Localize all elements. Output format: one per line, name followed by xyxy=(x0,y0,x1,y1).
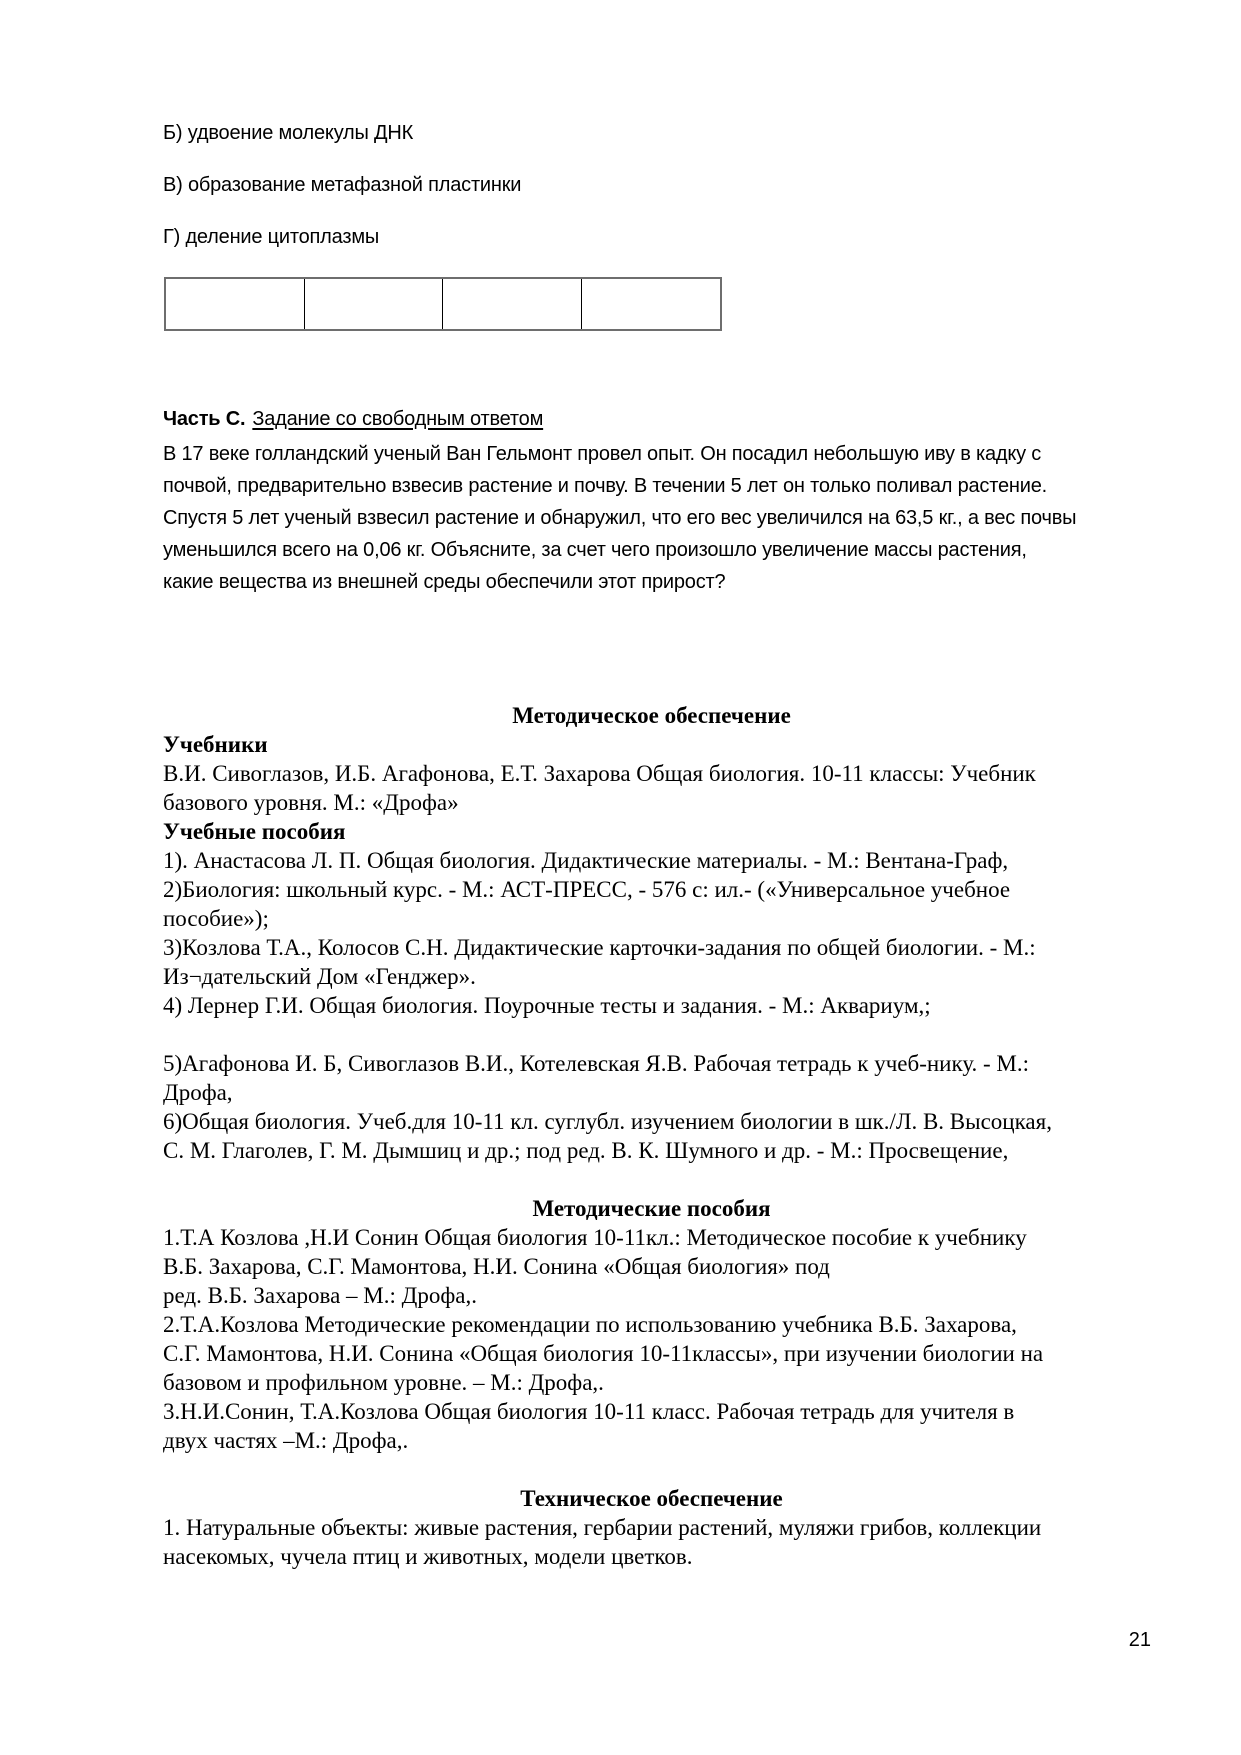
bibliography-line: 3)Козлова Т.А., Колосов С.Н. Дидактические карточки-задания по общей биологии. - М.: xyxy=(163,935,1036,960)
bibliography-line: базовом и профильном уровне. – М.: Дрофа,. xyxy=(163,1370,604,1395)
bibliography-line: 3.Н.И.Сонин, Т.А.Козлова Общая биология 10-11 класс. Рабочая тетрадь для учителя в xyxy=(163,1399,1015,1424)
bibliography-line: Дрофа, xyxy=(163,1080,233,1105)
bibliography-line: 6)Общая биология. Учеб.для 10-11 кл. суглубл. изучением биологии в шк./Л. В. Высоцкая, xyxy=(163,1109,1052,1134)
bibliography-line: ред. В.Б. Захарова – М.: Дрофа,. xyxy=(163,1283,477,1308)
answer-table-row xyxy=(166,279,720,329)
bibliography-line: 5)Агафонова И. Б, Сивоглазов В.И., Котелевская Я.В. Рабочая тетрадь к учеб-нику. - М.: xyxy=(163,1051,1030,1076)
part-c-title: Задание со свободным ответом xyxy=(252,408,544,430)
bibliography-line: Из¬дательский Дом «Генджер». xyxy=(163,964,476,989)
methodical-support-section xyxy=(163,701,1140,1571)
task-paragraph xyxy=(163,438,1076,598)
task-text-line: какие вещества из внешней среды обеспечили этот прирост? xyxy=(163,571,726,593)
bibliography-line: С.Г. Мамонтова, Н.И. Сонина «Общая биология 10-11классы», при изучении биологии на xyxy=(163,1341,1044,1366)
task-text-line: уменьшился всего на 0,06 кг. Объясните, за счет чего произошло увеличение массы растения, xyxy=(163,539,1027,561)
bibliography-line: 1). Анастасова Л. П. Общая биология. Дидактические материалы. - М.: Вентана-Граф, xyxy=(163,848,1009,873)
task-text-line: В 17 веке голландский ученый Ван Гельмонт провел опыт. Он посадил небольшую иву в кадку с xyxy=(163,443,1042,465)
section-heading: Техническое обеспечение xyxy=(520,1486,783,1511)
bibliography-line: насекомых, чучела птиц и животных, модели цветков. xyxy=(163,1544,693,1569)
bibliography-line: С. М. Глаголев, Г. М. Дымшиц и др.; под ред. В. К. Шумного и др. - М.: Просвещение, xyxy=(163,1138,1009,1163)
answer-table xyxy=(164,277,722,331)
answer-cell xyxy=(166,279,305,329)
answer-options xyxy=(163,117,521,273)
bibliography-line: 2)Биология: школьный курс. - М.: АСТ-ПРЕСС, - 576 с: ил.- («Универсальное учебное xyxy=(163,877,1011,902)
task-text-line: Спустя 5 лет ученый взвесил растение и обнаружил, что его вес увеличился на 63,5 кг., а вес почвы xyxy=(163,507,1077,529)
bibliography-line xyxy=(163,1020,1140,1049)
answer-cell xyxy=(582,279,721,329)
answer-option-line: Б) удвоение молекулы ДНК xyxy=(163,122,414,144)
bibliography-line: 1. Натуральные объекты: живые растения, гербарии растений, муляжи грибов, коллекции xyxy=(163,1515,1042,1540)
answer-option-line: Г) деление цитоплазмы xyxy=(163,226,380,248)
bibliography-line: пособие»); xyxy=(163,906,269,931)
subsection-heading: Учебные пособия xyxy=(163,819,346,844)
page-number: 21 xyxy=(1128,1629,1151,1651)
part-c-label: Часть С. xyxy=(163,408,246,430)
bibliography-line: базового уровня. М.: «Дрофа» xyxy=(163,790,459,815)
part-c-heading xyxy=(163,403,543,435)
answer-cell xyxy=(443,279,582,329)
bibliography-line xyxy=(163,1165,1140,1194)
section-heading: Методические пособия xyxy=(532,1196,771,1221)
answer-cell xyxy=(305,279,444,329)
bibliography-line: 1.Т.А Козлова ,Н.И Сонин Общая биология 10-11кл.: Методическое пособие к учебнику xyxy=(163,1225,1027,1250)
subsection-heading: Учебники xyxy=(163,732,268,757)
bibliography-line: В.Б. Захарова, С.Г. Мамонтова, Н.И. Сонина «Общая биология» под xyxy=(163,1254,830,1279)
bibliography-line xyxy=(163,1455,1140,1484)
bibliography-line: 4) Лернер Г.И. Общая биология. Поурочные тесты и задания. - М.: Аквариум,; xyxy=(163,993,931,1018)
bibliography-line: В.И. Сивоглазов, И.Б. Агафонова, Е.Т. Захарова Общая биология. 10-11 классы: Учебник xyxy=(163,761,1036,786)
task-text-line: почвой, предварительно взвесив растение и почву. В течении 5 лет он только поливал растение. xyxy=(163,475,1047,497)
section-heading: Методическое обеспечение xyxy=(512,703,791,728)
answer-option-line: В) образование метафазной пластинки xyxy=(163,174,522,196)
bibliography-line: двух частях –М.: Дрофа,. xyxy=(163,1428,409,1453)
bibliography-line: 2.Т.А.Козлова Методические рекомендации по использованию учебника В.Б. Захарова, xyxy=(163,1312,1017,1337)
